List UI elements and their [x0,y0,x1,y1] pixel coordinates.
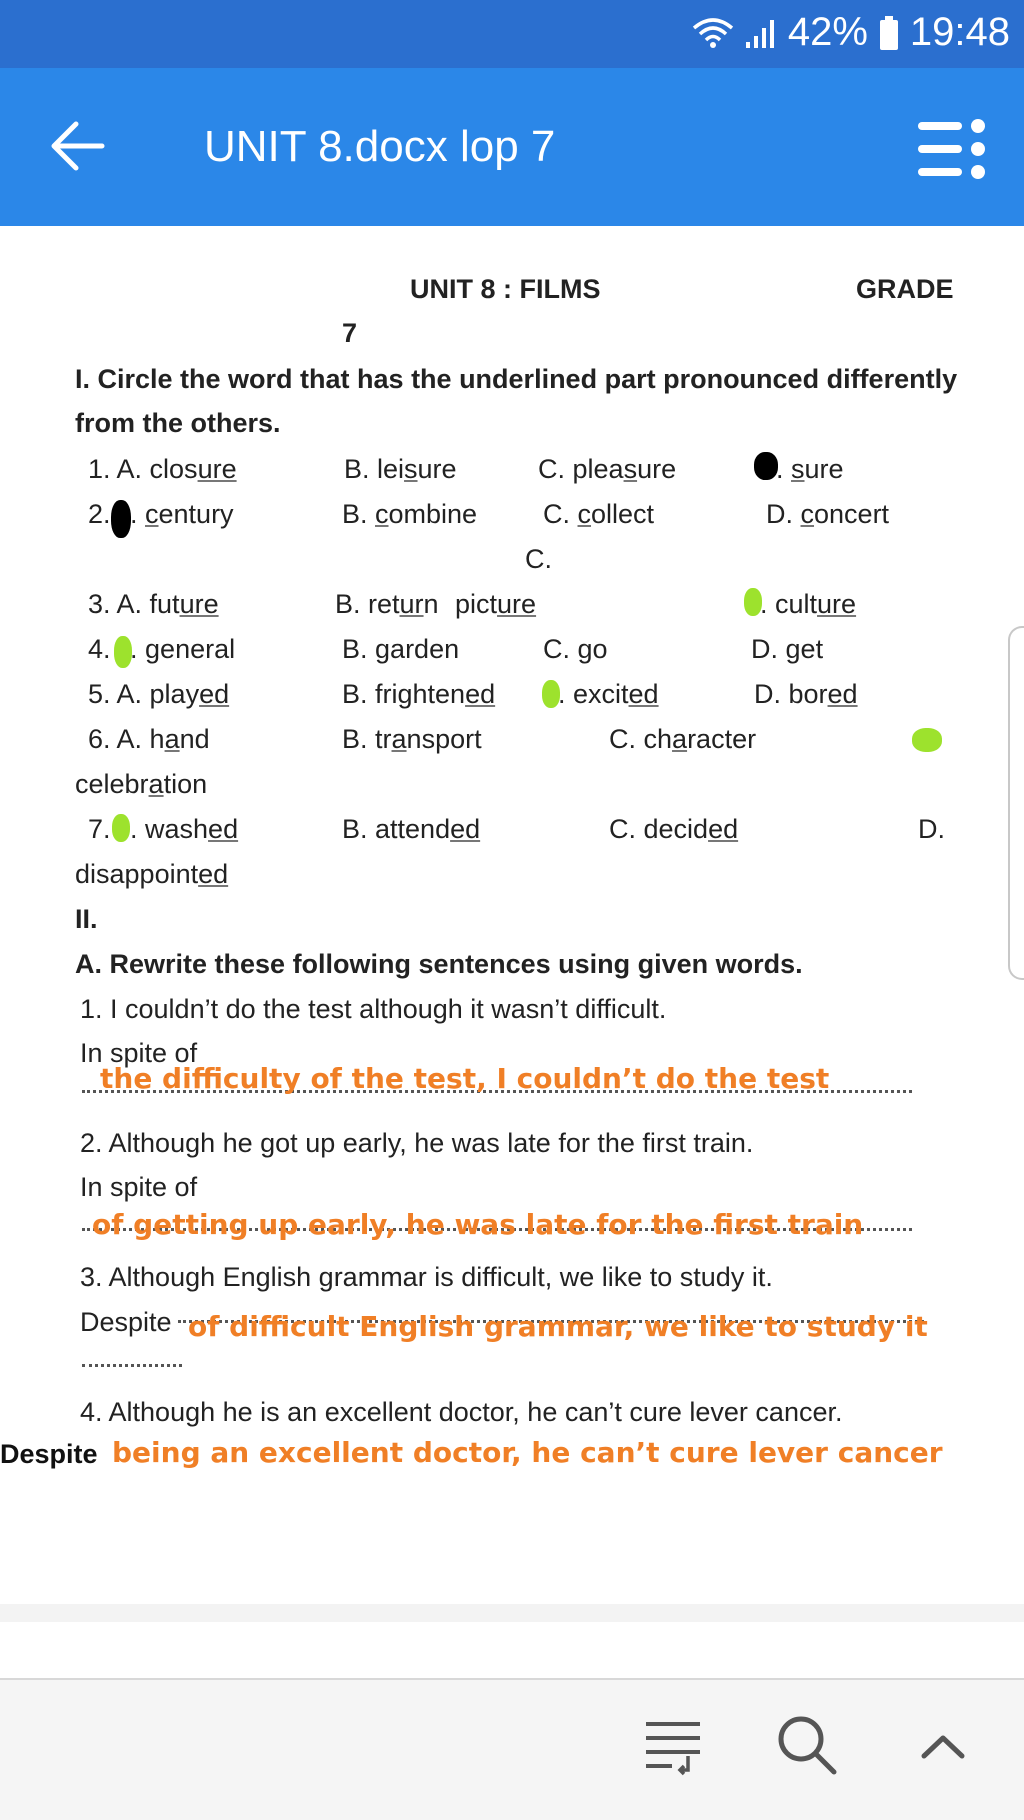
rewrite-3-prompt: Despite [80,1307,172,1337]
q7-option-d: disappointed [75,859,229,889]
section2-heading: II. [75,904,98,934]
q7-number: 7. [88,814,111,844]
q7-option-c: C. decided [609,814,739,844]
answer-highlight [912,728,942,752]
q5-option-d: D. bored [754,679,858,709]
scrollbar-thumb[interactable] [1008,626,1024,980]
q6-option-a: 6. A. hand [88,724,210,754]
q2-option-b: B. combine [342,499,478,529]
q1-option-a: 1. A. closure [88,454,237,484]
chevron-up-icon[interactable] [908,1710,978,1780]
q5-option-c: . excited [558,679,659,709]
rewrite-3-question: 3. Although English grammar is difficult, we like to study it. [80,1262,773,1292]
rewrite-1-answer: the difficulty of the test, I couldn’t do the test [100,1062,830,1095]
search-icon[interactable] [772,1710,842,1780]
q1-option-b: B. leisure [344,454,457,484]
q6-option-d: celebration [75,769,208,799]
wifi-icon [692,16,734,50]
clock: 19:48 [909,10,1010,54]
q2-number: 2. [88,499,111,529]
section1-instruction-cont: from the others. [75,408,281,438]
q7-option-d-label: D. [918,814,945,844]
q4-number: 4. [88,634,111,664]
rewrite-1-prompt: In spite of [80,1038,198,1068]
q4-option-c: C. go [543,634,608,664]
q3-option-c-label: C. [525,544,552,574]
grade-label: GRADE [856,274,954,304]
document-title: UNIT 8.docx lop 7 [204,122,556,171]
rewrite-4-question: 4. Although he is an excellent doctor, he can’t cure lever cancer. [80,1397,843,1427]
menu-icon[interactable] [918,118,986,180]
q2-option-d: D. concert [766,499,890,529]
section1-instruction: I. Circle the word that has the underlined part pronounced differently [75,364,958,394]
rewrite-4-prompt: Despite [0,1439,98,1469]
grade-number: 7 [342,318,358,348]
q2-option-a: . century [130,499,234,529]
q7-option-a: . washed [130,814,239,844]
answer-line [82,1364,182,1367]
answer-highlight [112,814,130,842]
q3-option-a: 3. A. future [88,589,219,619]
q5-option-b: B. frightened [342,679,496,709]
q4-option-d: D. get [751,634,824,664]
back-arrow-icon[interactable] [46,114,110,178]
bottom-toolbar [0,1678,1024,1820]
page-divider [0,1604,1024,1622]
table-of-contents-icon[interactable] [638,1710,708,1780]
status-bar [0,0,1024,68]
q4-option-b: B. garden [342,634,460,664]
rewrite-1-question: 1. I couldn’t do the test although it wasn’t difficult. [80,994,667,1024]
signal-icon [744,16,778,50]
rewrite-2-prompt: In spite of [80,1172,198,1202]
section2a-instruction: A. Rewrite these following sentences using given words. [75,949,803,979]
q3-option-b: B. return [335,589,439,619]
q4-option-a: . general [130,634,236,664]
battery-icon [878,15,900,51]
q7-option-b: B. attended [342,814,481,844]
q6-option-b: B. transport [342,724,482,754]
unit-title: UNIT 8 : FILMS [410,274,601,304]
answer-mark [754,452,778,480]
battery-percent: 42% [787,10,868,54]
q3-option-d: . culture [760,589,857,619]
rewrite-3-answer: of difficult English grammar, we like to study it [188,1310,928,1343]
rewrite-2-answer: of getting up early, he was late for the first train [92,1208,864,1241]
rewrite-4-answer: being an excellent doctor, he can’t cure lever cancer [112,1436,943,1469]
q1-option-c: C. pleasure [538,454,677,484]
q1-option-d: . sure [776,454,844,484]
answer-mark [111,500,131,538]
rewrite-2-question: 2. Although he got up early, he was late for the first train. [80,1128,754,1158]
q3-option-c: picture [455,589,537,619]
q5-option-a: 5. A. played [88,679,230,709]
q2-option-c: C. collect [543,499,655,529]
q6-option-c: C. character [609,724,757,754]
